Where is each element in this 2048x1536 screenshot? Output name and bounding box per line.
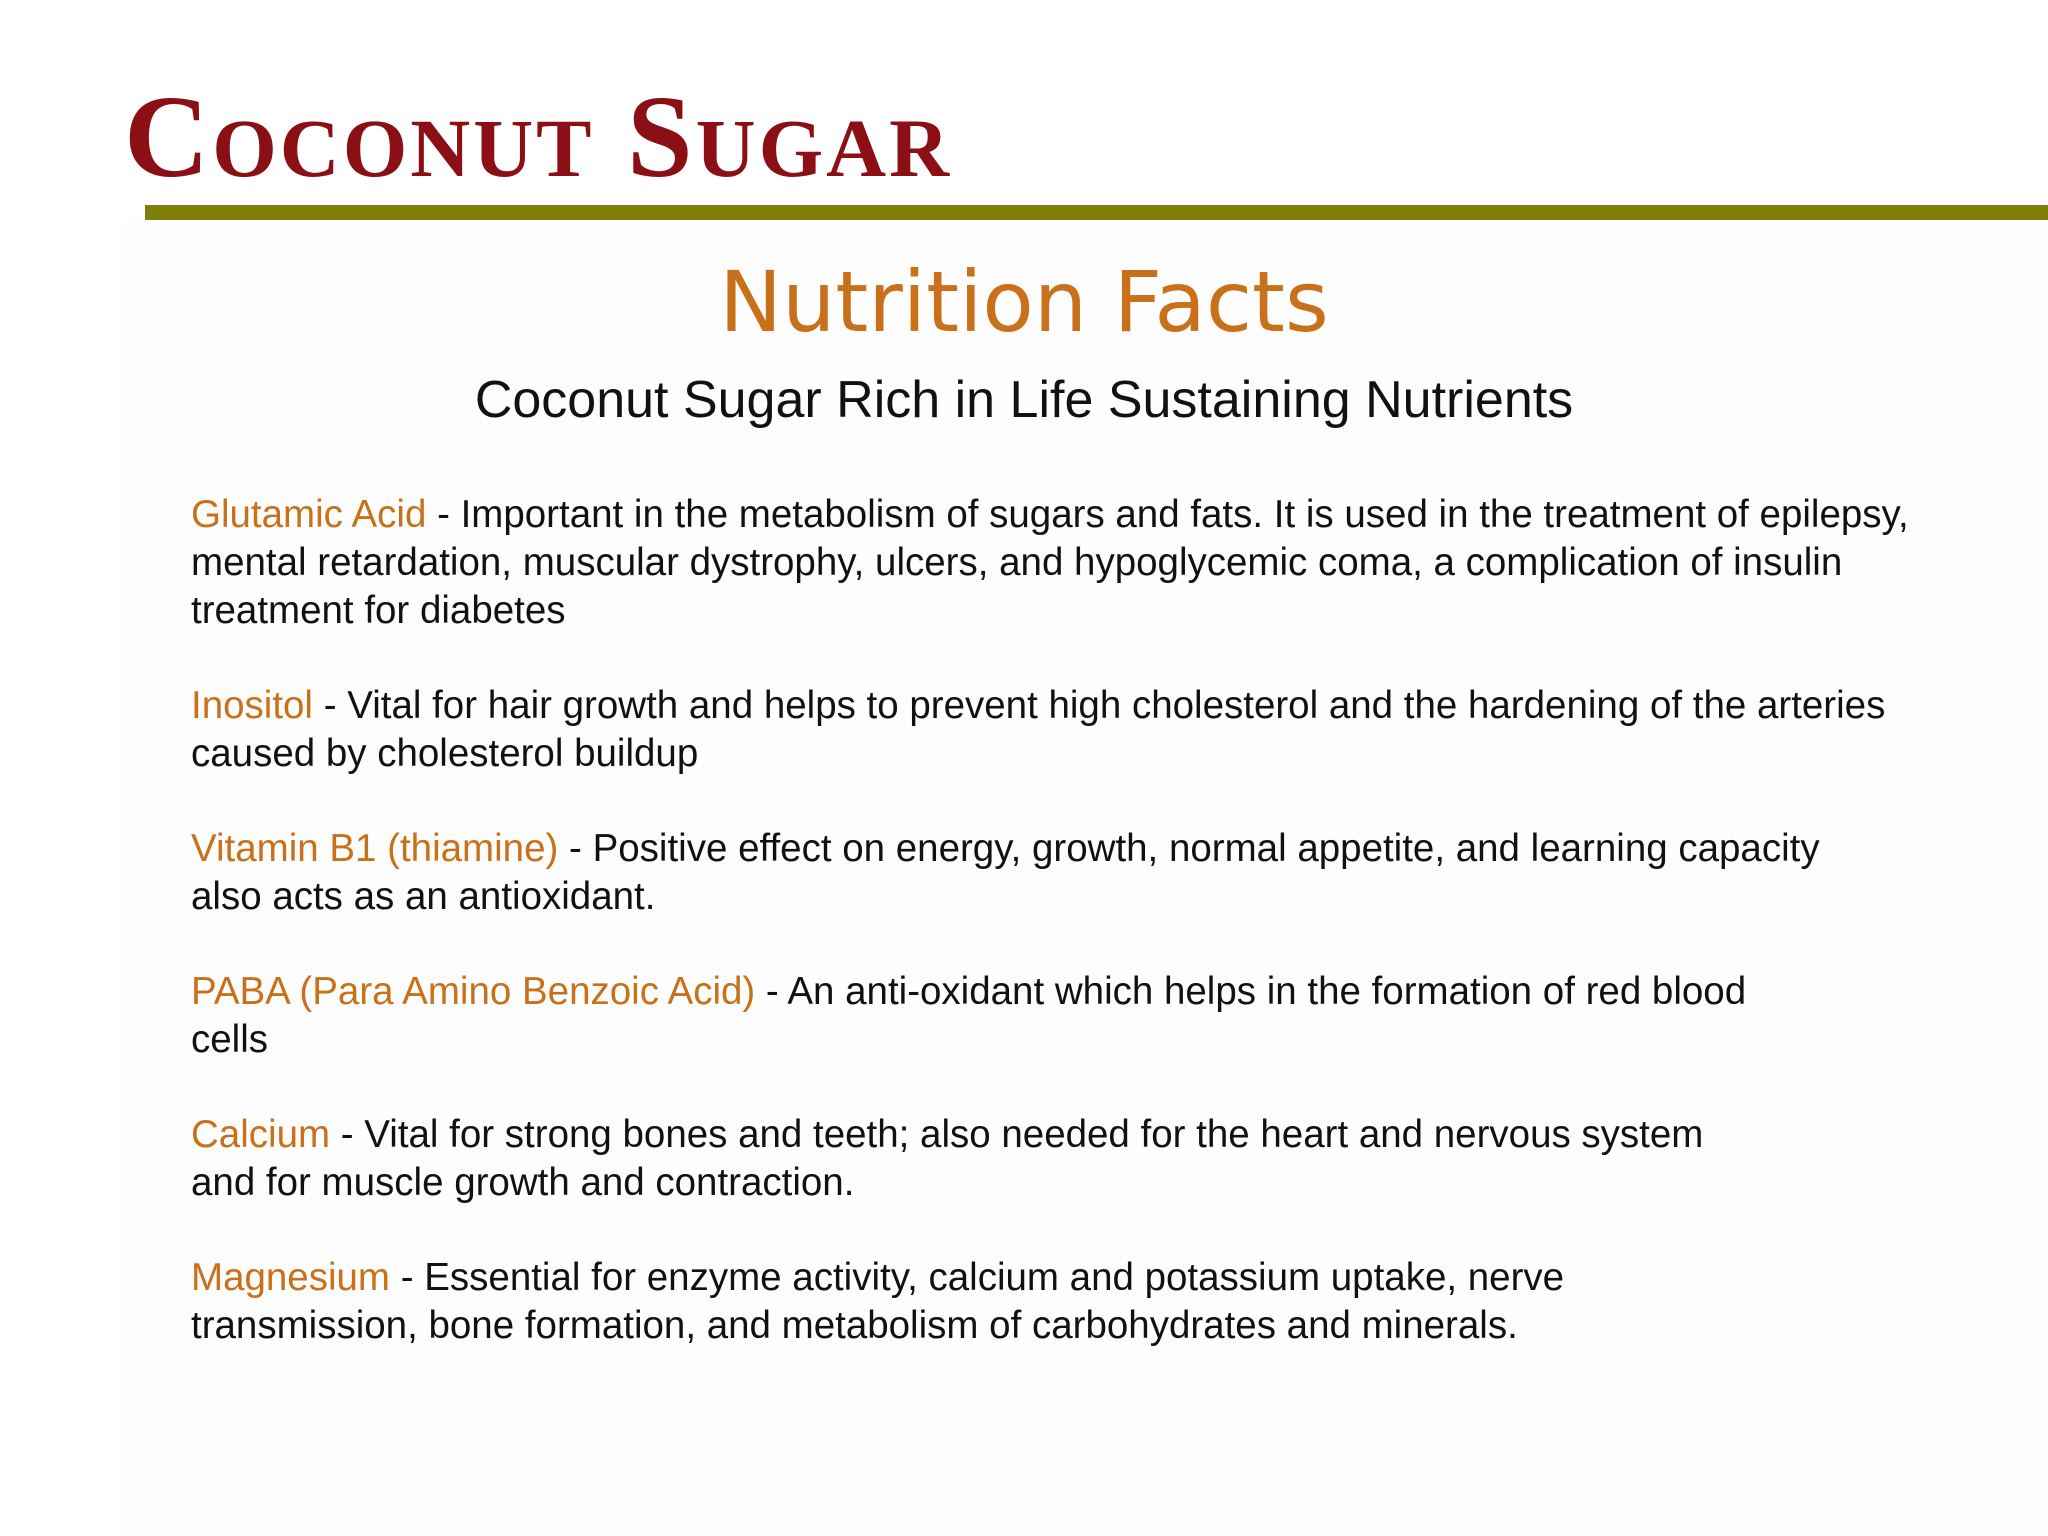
nutrient-description: Vital for strong bones and teeth; also needed for the heart and nervous system and for muscle growth and contraction. (191, 1113, 1704, 1204)
nutrient-item-inositol (191, 682, 1921, 778)
nutrient-separator: - (426, 493, 461, 536)
nutrient-description: An anti-oxidant which helps in the formation of red blood cells (191, 970, 1747, 1061)
nutrient-name: Calcium (191, 1113, 331, 1156)
nutrient-item-vitamin-b1 (191, 825, 1871, 921)
nutrient-item-paba (191, 968, 1791, 1064)
nutrient-separator: - (390, 1256, 425, 1299)
nutrient-description: Essential for enzyme activity, calcium and potassium uptake, nerve transmission, bone formation, and metabolism of carbohydrates and minerals. (191, 1256, 1565, 1347)
nutrient-description: Important in the metabolism of sugars and fats. It is used in the treatment of epilepsy, mental retardation, muscular dystrophy, ulcers, and hypoglycemic coma, a complication of insulin treatment for diabetes (191, 493, 1909, 632)
nutrient-item-calcium (191, 1111, 1741, 1207)
nutrient-name: Inositol (191, 684, 313, 727)
nutrient-separator: - (313, 684, 348, 727)
nutrient-separator: - (755, 970, 788, 1013)
nutrient-name: PABA (Para Amino Benzoic Acid) (191, 970, 756, 1013)
slide-title: Coconut Sugar (124, 71, 953, 202)
title-rule (145, 205, 2048, 220)
nutrient-separator: - (330, 1113, 365, 1156)
nutrition-facts-heading: Nutrition Facts (719, 253, 1329, 351)
nutrient-name: Glutamic Acid (191, 493, 427, 536)
nutrient-name: Magnesium (191, 1256, 391, 1299)
nutrient-item-magnesium (191, 1254, 1741, 1350)
nutrient-separator: - (558, 827, 593, 870)
nutrients-subheading: Coconut Sugar Rich in Life Sustaining Nutrients (474, 371, 1574, 429)
nutrient-description: Vital for hair growth and helps to prevent high cholesterol and the hardening of the arteries caused by cholesterol buildup (191, 684, 1886, 775)
nutrient-description: Positive effect on energy, growth, normal appetite, and learning capacity also acts as an antioxidant. (191, 827, 1820, 918)
nutrient-item-glutamic-acid (191, 491, 1921, 635)
nutrient-name: Vitamin B1 (thiamine) (191, 827, 559, 870)
